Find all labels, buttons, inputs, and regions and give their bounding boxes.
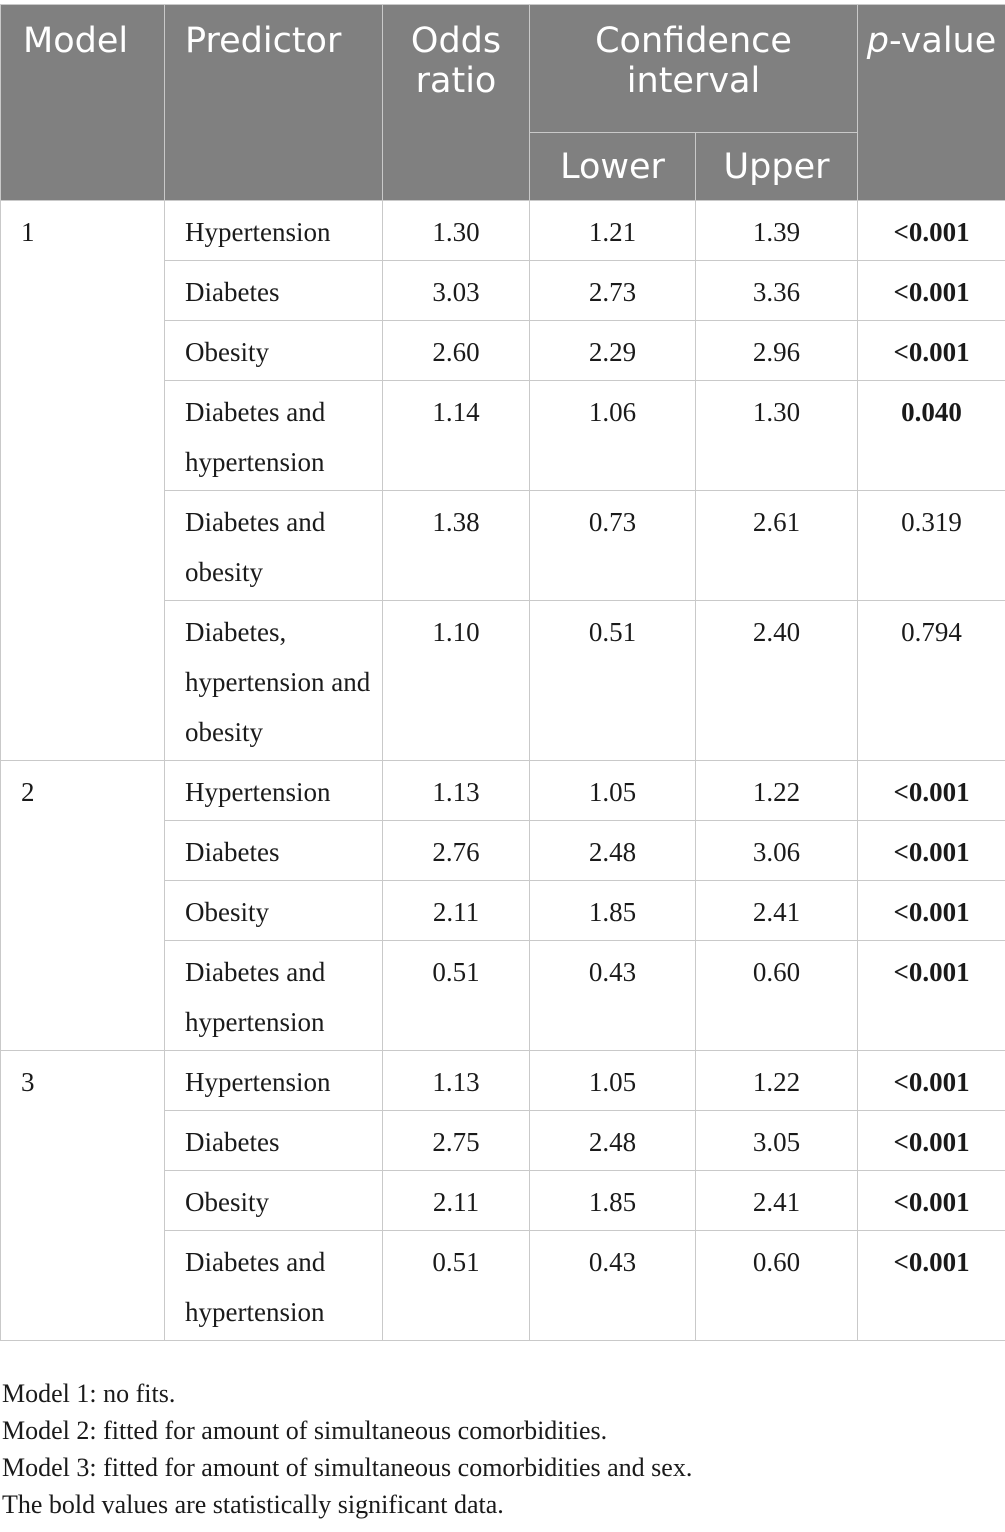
ci-upper-cell: 3.06 [696, 821, 858, 881]
odds-ratio-cell: 3.03 [383, 261, 530, 321]
predictor-cell: Diabetes [165, 1111, 383, 1171]
table-footnotes [2, 1375, 692, 1523]
ci-lower-cell: 1.05 [530, 761, 696, 821]
predictor-cell: Hypertension [165, 201, 383, 261]
p-value-cell: <0.001 [858, 1171, 1005, 1231]
table-header [1, 5, 1005, 201]
predictor-cell: Diabetes [165, 821, 383, 881]
predictor-cell: Obesity [165, 881, 383, 941]
ci-upper-cell: 1.22 [696, 1051, 858, 1111]
predictor-cell: Diabetes and obesity [165, 491, 383, 601]
ci-upper-cell: 2.41 [696, 881, 858, 941]
ci-lower-cell: 0.51 [530, 601, 696, 761]
header-odds-ratio: Odds ratio [383, 5, 530, 201]
model-number: 2 [1, 761, 165, 1051]
ci-upper-cell: 3.05 [696, 1111, 858, 1171]
ci-upper-cell: 3.36 [696, 261, 858, 321]
ci-lower-cell: 1.85 [530, 1171, 696, 1231]
odds-ratio-cell: 1.10 [383, 601, 530, 761]
p-value-cell: <0.001 [858, 261, 1005, 321]
table-row [1, 1051, 1005, 1111]
footnote: Model 2: fitted for amount of simultaneous comorbidities. [2, 1416, 608, 1445]
odds-ratio-cell: 2.75 [383, 1111, 530, 1171]
p-value-cell: <0.001 [858, 1111, 1005, 1171]
predictor-cell: Diabetes [165, 261, 383, 321]
model-number: 1 [1, 201, 165, 761]
ci-lower-cell: 1.06 [530, 381, 696, 491]
ci-upper-cell: 2.40 [696, 601, 858, 761]
header-p-rest: -value [888, 21, 997, 61]
header-p-italic: p [866, 21, 889, 61]
odds-ratio-cell: 0.51 [383, 1231, 530, 1341]
header-confidence-interval: Confidence interval [530, 5, 858, 133]
p-value-cell: <0.001 [858, 201, 1005, 261]
table-row [1, 201, 1005, 261]
results-table [0, 4, 1005, 1341]
odds-ratio-cell: 1.13 [383, 761, 530, 821]
table-row [1, 761, 1005, 821]
ci-lower-cell: 1.05 [530, 1051, 696, 1111]
header-lower: Lower [530, 133, 696, 201]
ci-upper-cell: 0.60 [696, 1231, 858, 1341]
ci-upper-cell: 1.22 [696, 761, 858, 821]
odds-ratio-cell: 1.14 [383, 381, 530, 491]
predictor-cell: Diabetes and hypertension [165, 381, 383, 491]
ci-upper-cell: 2.96 [696, 321, 858, 381]
p-value-cell: 0.794 [858, 601, 1005, 761]
p-value-cell: <0.001 [858, 1231, 1005, 1341]
odds-ratio-cell: 1.13 [383, 1051, 530, 1111]
odds-ratio-cell: 0.51 [383, 941, 530, 1051]
ci-upper-cell: 1.30 [696, 381, 858, 491]
header-predictor: Predictor [165, 5, 383, 201]
ci-upper-cell: 0.60 [696, 941, 858, 1051]
p-value-cell: 0.040 [858, 381, 1005, 491]
p-value-cell: <0.001 [858, 821, 1005, 881]
header-upper: Upper [696, 133, 858, 201]
ci-lower-cell: 0.73 [530, 491, 696, 601]
ci-lower-cell: 0.43 [530, 941, 696, 1051]
ci-upper-cell: 2.41 [696, 1171, 858, 1231]
footnote: Model 3: fitted for amount of simultaneous comorbidities and sex. [2, 1453, 693, 1482]
ci-lower-cell: 2.48 [530, 1111, 696, 1171]
p-value-cell: <0.001 [858, 941, 1005, 1051]
p-value-cell: 0.319 [858, 491, 1005, 601]
predictor-cell: Diabetes, hypertension and obesity [165, 601, 383, 761]
odds-ratio-cell: 2.76 [383, 821, 530, 881]
p-value-cell: <0.001 [858, 881, 1005, 941]
odds-ratio-cell: 1.30 [383, 201, 530, 261]
odds-ratio-cell: 2.11 [383, 881, 530, 941]
ci-lower-cell: 2.73 [530, 261, 696, 321]
odds-ratio-cell: 1.38 [383, 491, 530, 601]
ci-lower-cell: 2.48 [530, 821, 696, 881]
table-body [1, 201, 1005, 1341]
p-value-cell: <0.001 [858, 321, 1005, 381]
ci-lower-cell: 2.29 [530, 321, 696, 381]
predictor-cell: Obesity [165, 321, 383, 381]
ci-lower-cell: 0.43 [530, 1231, 696, 1341]
predictor-cell: Hypertension [165, 761, 383, 821]
p-value-cell: <0.001 [858, 761, 1005, 821]
predictor-cell: Hypertension [165, 1051, 383, 1111]
footnote: Model 1: no fits. [2, 1379, 176, 1408]
footnote: The bold values are statistically significant data. [2, 1490, 504, 1519]
predictor-cell: Diabetes and hypertension [165, 1231, 383, 1341]
header-model: Model [1, 5, 165, 201]
odds-ratio-cell: 2.60 [383, 321, 530, 381]
header-p-value [858, 5, 1005, 201]
ci-lower-cell: 1.85 [530, 881, 696, 941]
ci-lower-cell: 1.21 [530, 201, 696, 261]
ci-upper-cell: 2.61 [696, 491, 858, 601]
ci-upper-cell: 1.39 [696, 201, 858, 261]
predictor-cell: Obesity [165, 1171, 383, 1231]
predictor-cell: Diabetes and hypertension [165, 941, 383, 1051]
odds-ratio-cell: 2.11 [383, 1171, 530, 1231]
p-value-cell: <0.001 [858, 1051, 1005, 1111]
model-number: 3 [1, 1051, 165, 1341]
